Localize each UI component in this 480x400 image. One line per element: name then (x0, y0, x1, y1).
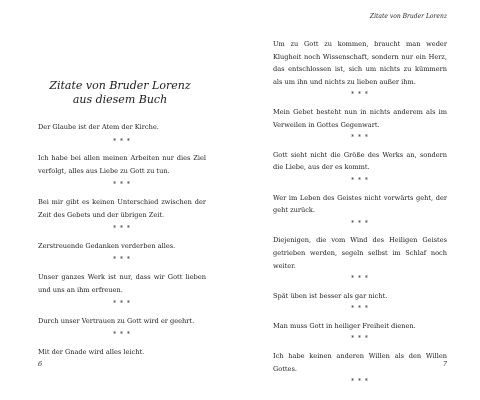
separator: * * * (113, 225, 131, 233)
chapter-title (0, 79, 240, 107)
quote: Bei mir gibt es keinen Unterschied zwischen der Zeit des Gebets und der übrigen Zeit. (38, 197, 206, 219)
running-head: Zitate von Bruder Lorenz (369, 13, 447, 20)
quote: Wer im Leben des Geistes nicht vorwärts geht, der geht zurück. (273, 193, 447, 215)
separator: * * * (351, 378, 369, 386)
quote: Um zu Gott zu kommen, braucht man weder Klugheit noch Wissenschaft, sondern nur ein Herz, das entschlossen ist, sich um nichts zu kümmern als um ihn und nichts zu lieben außer ihm. (273, 40, 447, 86)
separator: * * * (113, 137, 131, 145)
separator: * * * (351, 134, 369, 142)
separator: * * * (351, 275, 369, 283)
quote: Zerstreuende Gedanken verderben alles. (38, 241, 176, 250)
quote: Mein Gebet besteht nun in nichts anderem als im Verweilen in Gottes Gegenwart. (273, 107, 447, 129)
separator: * * * (113, 300, 131, 308)
page-number-right: 7 (442, 360, 447, 368)
quote: Man muss Gott in heiliger Freiheit dienen. (273, 321, 416, 330)
chapter-title-line-1: Zitate von Bruder Lorenz (49, 79, 191, 92)
quote: Ich habe keinen anderen Willen als den Willen Gottes. (273, 352, 447, 373)
separator: * * * (351, 176, 369, 184)
right-page (240, 0, 480, 400)
separator: * * * (351, 91, 369, 99)
quote: Ich habe bei allen meinen Arbeiten nur dies Ziel verfolgt, alles aus Liebe zu Gott zu tun. (38, 154, 206, 175)
quote: Gott sieht nicht die Größe des Werks an, sondern die Liebe, aus der es kommt. (273, 150, 447, 172)
separator: * * * (351, 219, 369, 227)
separator: * * * (113, 181, 131, 189)
page-number-left: 6 (38, 360, 43, 368)
quote: Spät üben ist besser als gar nicht. (273, 291, 388, 300)
separator: * * * (113, 256, 131, 264)
separator: * * * (351, 305, 369, 313)
quote: Mit der Gnade wird alles leicht. (38, 347, 145, 356)
right-quotes (273, 38, 447, 393)
quote: Unser ganzes Werk ist nur, dass wir Gott lieben und uns an ihm erfreuen. (38, 272, 206, 294)
separator: * * * (351, 335, 369, 343)
quote: Diejenigen, die vom Wind des Heiligen Geistes getrieben werden, segeln selbst im Schlaf noch weiter. (273, 236, 447, 270)
quote: Durch unser Vertrauen zu Gott wird er geehrt. (38, 316, 195, 325)
separator: * * * (113, 331, 131, 339)
left-quotes (38, 121, 206, 359)
quote: Der Glaube ist der Atem der Kirche. (38, 123, 159, 131)
chapter-title-line-2: aus diesem Buch (72, 93, 168, 106)
